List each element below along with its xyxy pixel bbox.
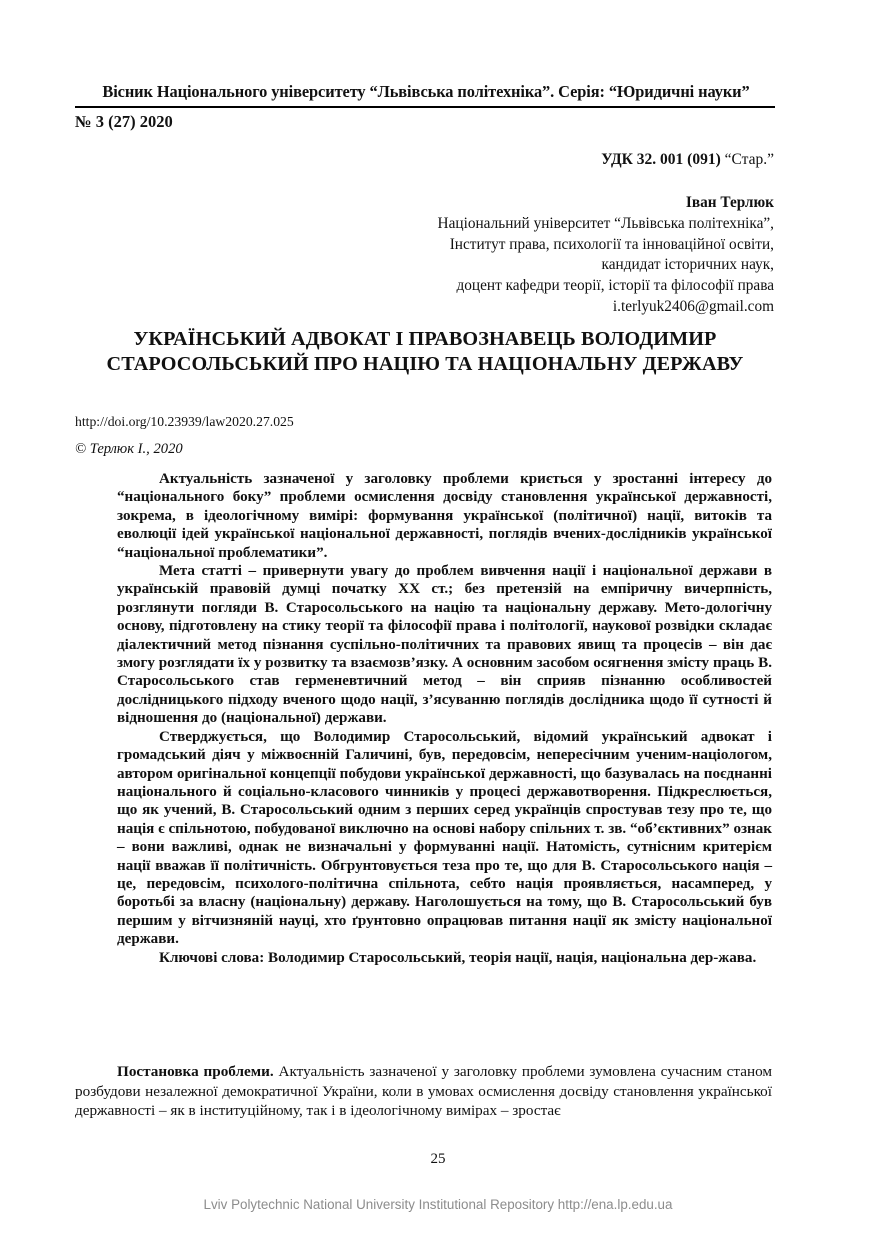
copyright-notice: © Терлюк І., 2020 — [75, 441, 183, 457]
abstract — [117, 470, 772, 967]
issue-number: № 3 (27) 2020 — [75, 112, 173, 131]
body-text — [75, 1062, 772, 1121]
abstract-paragraph-findings: Стверджується, що Володимир Старосольський, відомий український адвокат і громадський діяч у міжвоєнній Галичині, був, передовсім, непересічним ученим-націологом, автором оригінальної концепції побудови української державності, що базувалась на поєднанні національного й соціально-класового чинників у процесі державотворення. Підкреслюється, що як учений, В. Старосольський одним з перших серед українців спростував тезу про те, що нація є спільнотою, побудованої виключно на основі набору спільних т. зв. “об’єктивних” ознак – вони важливі, однак не визначальні у формуванні нації. Натомість, сутнісним критерієм нації вважав її політичність. Обгрунтовується теза про те, що для В. Старосольського нація – це, передовсім, психолого-політична спільнота, себто нація проявляється, насамперед, у боротьбі за власну (національну) державу. Наголошується на тому, що В. Старосольський був першим у вітчизняній науці, хто ґрунтовно опрацював питання нації як змісту національної держави. — [117, 728, 772, 948]
udc-code — [601, 151, 774, 169]
abstract-keywords: Ключові слова: Володимир Старосольський, теорія нації, нація, національна дер-жава. — [159, 949, 757, 966]
body-paragraph-text: Актуальність зазначеної у заголовку проблеми зумовлена сучасним станом розбудови незалежної демократичної України, коли в умовах осмислення досвіду становлення української державності – як в інституційному, так і в ідеологічному вимірах – зростає — [75, 1063, 772, 1119]
article-title — [75, 327, 775, 377]
affiliation-position: доцент кафедри теорії, історії та філософії права — [456, 277, 774, 295]
abstract-paragraph-relevance: Актуальність зазначеної у заголовку проблеми криється у зростанні інтересу до “національного боку” проблеми осмислення досвіду становлення української державності, зокрема, в ідеологічному вимірі: формування української (політичної) нації, витоків та еволюції ідей української національної державності, поглядів вчених-дослідників української “національної проблематики”. — [117, 471, 772, 561]
article-title-line-1: УКРАЇНСЬКИЙ АДВОКАТ І ПРАВОЗНАВЕЦЬ ВОЛОДИМИР — [133, 328, 717, 350]
author-email[interactable]: i.terlyuk2406@gmail.com — [612, 297, 774, 315]
body-paragraph — [75, 1062, 772, 1121]
doi-link[interactable]: http://doi.org/10.23939/law2020.27.025 — [75, 414, 294, 429]
journal-header: Вісник Національного університету “Львівська політехніка”. Серія: “Юридичні науки” — [102, 82, 750, 101]
header-rule — [75, 106, 775, 108]
page-number: 25 — [430, 1151, 446, 1167]
author-name: Іван Терлюк — [685, 194, 774, 211]
repository-footer: Lviv Polytechnic National University Institutional Repository http://ena.lp.edu.ua — [203, 1197, 673, 1212]
section-lead: Постановка проблеми. — [117, 1063, 274, 1080]
article-title-line-2: СТАРОСОЛЬСЬКИЙ ПРО НАЦІЮ ТА НАЦІОНАЛЬНУ ДЕРЖАВУ — [106, 353, 744, 375]
abstract-paragraph-purpose: Мета статті – привернути увагу до проблем вивчення нації і національної держави в українській правовій думці початку ХХ ст.; без претензій на емпіричну вичерпність, розглянути погляди В. Старосольського на націю та національну державу. Мето-дологічну основу, підготовлену на стику теорії та філософії права і політології, наукової розвідки складає діалектичний метод пізнання суспільно-політичних та правових явищ та процесів – він дає змогу розглядати їх у розвитку та взаємозв’язку. А основним засобом осягнення змісту праць В. Старосольського став герменевтичний метод – він сприяв пізнанню особливостей дослідницького підходу вченого щодо нації, з’ясуванню поглядів дослідника щодо її сутності й відношення до (національної) держави. — [117, 563, 772, 727]
affiliation-institute: Інститут права, психології та інноваційної освіти, — [449, 235, 774, 253]
udc-label: УДК 32. 001 (091) — [601, 151, 725, 168]
affiliation-university: Національний університет “Львівська політехніка”, — [437, 214, 774, 232]
affiliation-degree: кандидат історичних наук, — [601, 256, 774, 274]
udc-suffix: “Стар.” — [724, 151, 774, 168]
author-block — [438, 193, 774, 318]
